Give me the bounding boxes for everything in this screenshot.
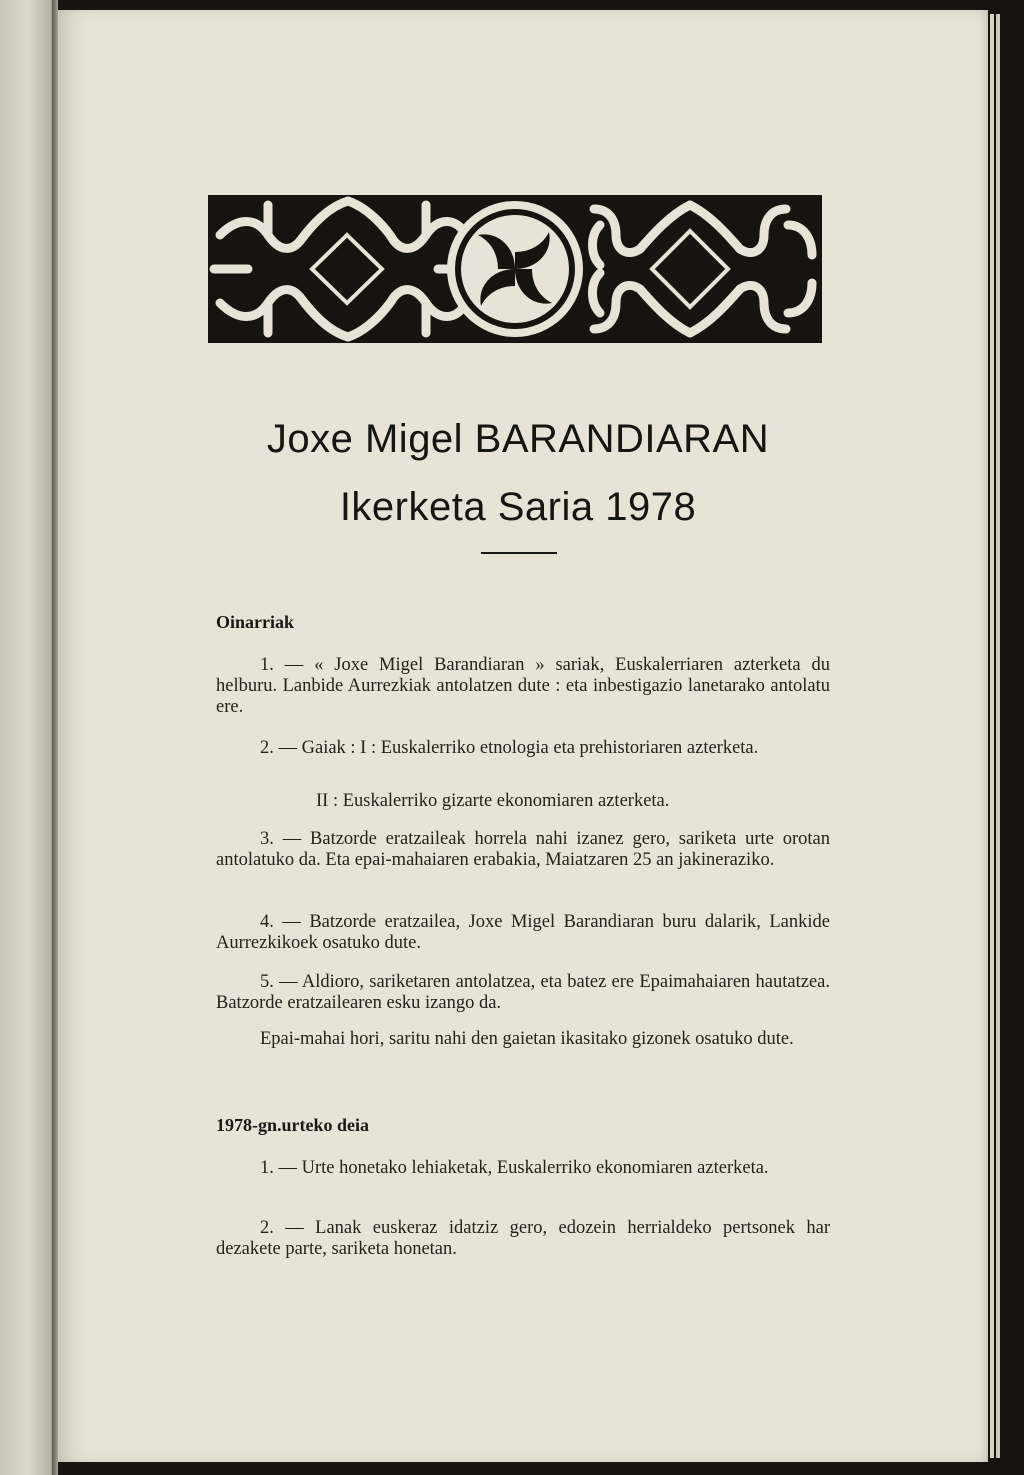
paragraph: 2. — Gaiak : I : Euskalerriko etnologia eta prehistoriaren azterketa.: [260, 738, 759, 758]
basque-frieze-ornament: [208, 195, 822, 343]
title-divider: [481, 552, 557, 554]
paragraph: 2. — Lanak euskeraz idatziz gero, edozein herrialdeko pertsonek har dezakete parte, sariketa honetan.: [216, 1218, 830, 1259]
page-edge: [996, 14, 1000, 1458]
paragraph: 1. — « Joxe Migel Barandiaran » sariak, Euskalerriaren azterketa du helburu. Lanbide Aurrezkiak antolatzen dute : eta inbestigazio lanetarako antolatu ere.: [216, 655, 830, 717]
document-subtitle: Ikerketa Saria 1978: [339, 485, 697, 529]
section-heading-deia: 1978-gn.urteko deia: [216, 1115, 369, 1135]
paragraph: II : Euskalerriko gizarte ekonomiaren azterketa.: [316, 791, 670, 811]
section-heading-oinarriak: Oinarriak: [216, 612, 295, 632]
paragraph: 1. — Urte honetako lehiaketak, Euskalerriko ekonomiaren azterketa.: [260, 1158, 769, 1178]
paragraph: 3. — Batzorde eratzaileak horrela nahi izanez gero, sariketa urte orotan antolatuko da. Eta epai-mahaiaren erabakia, Maiatzaren 25 an jakineraziko.: [216, 829, 830, 870]
paragraph: 4. — Batzorde eratzailea, Joxe Migel Barandiaran buru dalarik, Lankide Aurrezkikoek osatuko dute.: [216, 912, 830, 953]
paragraph: Epai-mahai hori, saritu nahi den gaietan ikasitako gizonek osatuko dute.: [260, 1029, 794, 1049]
page-edge: [990, 14, 994, 1458]
left-facing-page: [0, 0, 56, 1475]
document-title: Joxe Migel BARANDIARAN: [266, 417, 770, 461]
paragraph: 5. — Aldioro, sariketaren antolatzea, eta batez ere Epaimahaiaren hautatzea. Batzorde eratzailearen esku izango da.: [216, 972, 830, 1013]
